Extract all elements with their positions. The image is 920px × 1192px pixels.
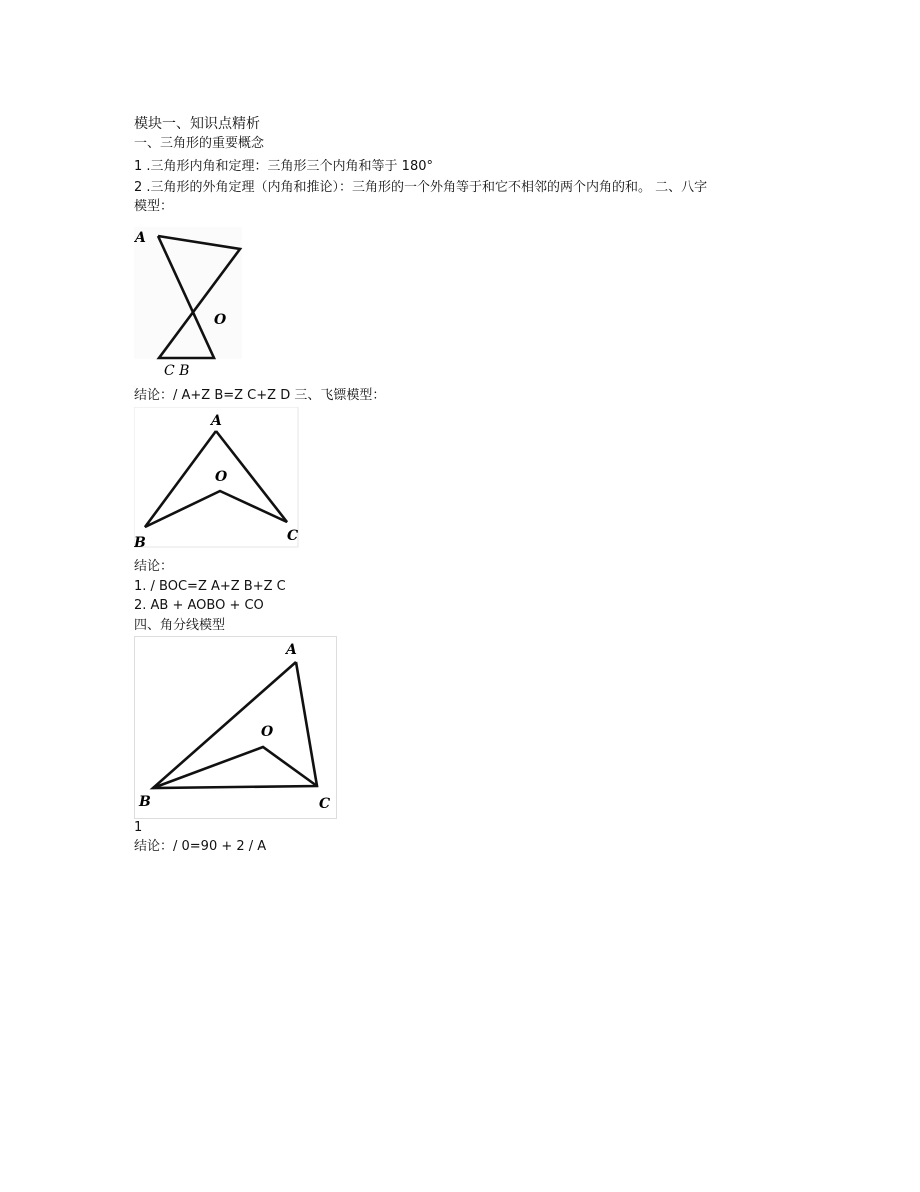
section1-title: 一、三角形的重要概念 (134, 136, 265, 151)
conclusion-3: 结论：/ 0=90 + 2 / A (134, 839, 267, 854)
section4-title: 四、角分线模型 (134, 618, 226, 633)
fraction-numerator: 1 (134, 820, 143, 835)
label-o: O (214, 312, 227, 328)
point-2-line-2: 模型： (134, 199, 174, 214)
label-o: O (261, 724, 274, 740)
conclusion-1: 结论：/ A+Z B=Z C+Z D 三、飞镖模型： (134, 388, 386, 403)
label-b: B (134, 535, 146, 550)
module-title: 模块一、知识点精析 (134, 116, 260, 132)
label-o: O (215, 469, 228, 485)
label-cb: C B (164, 363, 190, 379)
label-c: C (319, 796, 331, 812)
point-2-line-1: 2 .三角形的外角定理（内角和推论）：三角形的一个外角等于和它不相邻的两个内角的和。 二、八字 (134, 180, 708, 195)
label-a: A (135, 230, 146, 246)
label-b: B (139, 794, 151, 810)
figure-dart-model (134, 407, 304, 550)
conclusion-2-item-1: 1. / BOC=Z A+Z B+Z C (134, 579, 286, 594)
conclusion-2-item-2: 2. AB + AOBO + CO (134, 598, 264, 613)
point-1: 1 .三角形内角和定理：三角形三个内角和等于 180° (134, 159, 433, 174)
conclusion-2-title: 结论： (134, 559, 174, 574)
label-c: C (287, 528, 299, 544)
figure-bisector-model (134, 636, 339, 821)
figure-eight-model (134, 227, 254, 382)
label-a: A (211, 413, 222, 429)
label-a: A (286, 642, 297, 658)
